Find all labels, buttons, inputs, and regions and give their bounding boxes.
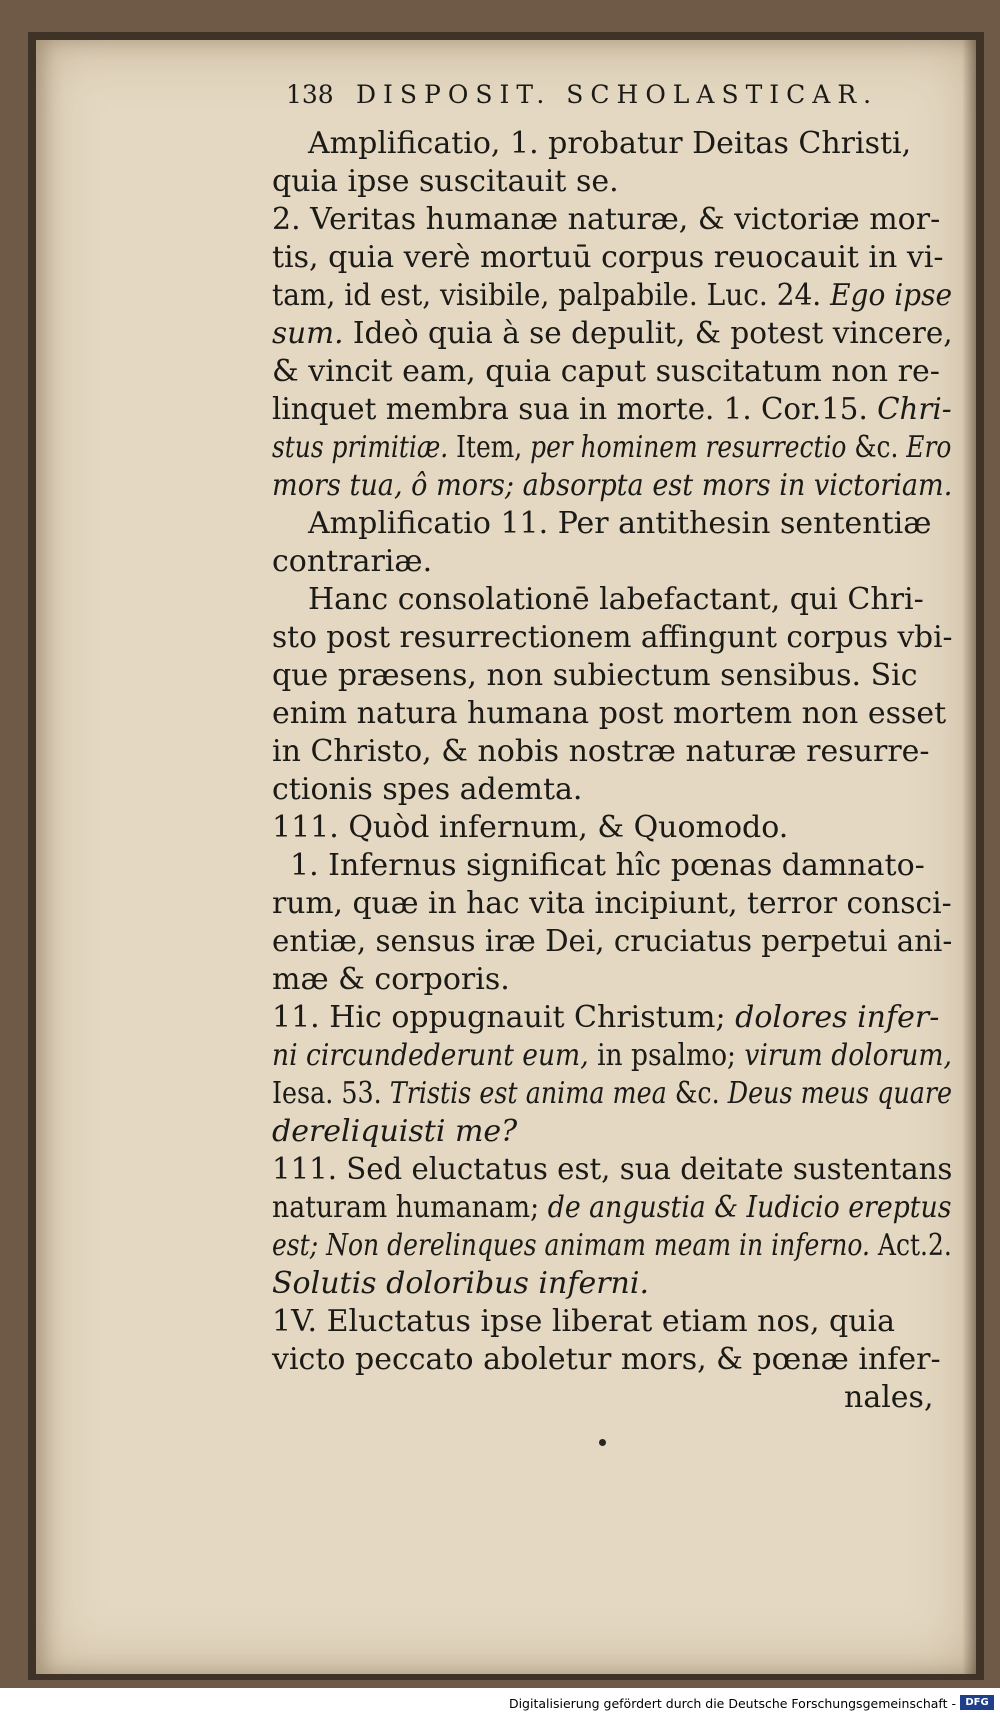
text-line: dereliquisti me? [272,1114,518,1149]
text-line: entiæ, sensus iræ Dei, cruciatus perpetui ani- [272,924,953,959]
text-line: Iesa. 53. Tristis est anima mea &c. Deus meus quare [272,1076,953,1111]
text-line: mors tua, ô mors; absorpta est mors in victoriam. [272,468,953,503]
text-line: naturam humanam; de angustia & Iudicio ereptus [272,1190,952,1225]
catchword: nales, [844,1380,934,1415]
text-line: victo peccato aboletur mors, & pœnæ infer- [272,1342,941,1377]
footer-bar [0,1692,1000,1718]
text-line: sto post resurrectionem affingunt corpus vbi- [272,620,953,655]
page-text [36,40,976,1674]
text-line: ni circundederunt eum, in psalmo; virum dolorum, [272,1038,952,1073]
ink-dot [599,1439,606,1446]
text-line: 2. Veritas humanæ naturæ, & victoriæ mor- [272,202,941,237]
text-line: tam, id est, visibile, palpabile. Luc. 24. Ego ipse [272,278,953,313]
text-line: Solutis doloribus inferni. [272,1266,649,1301]
running-title: DISPOSIT. SCHOLASTICAR. [356,80,879,109]
text-line: & vincit eam, quia caput suscitatum non re- [272,354,940,389]
text-line: 1V. Eluctatus ipse liberat etiam nos, quia [272,1304,896,1339]
text-line: rum, quæ in hac vita incipiunt, terror consci- [272,886,952,921]
footer-credit: Digitalisierung gefördert durch die Deutsche Forschungsgemeinschaft - [508,1696,956,1711]
text-line: 1. Infernus significat hîc pœnas damnato- [290,848,925,883]
text-line: tis, quia verè mortuū corpus reuocauit in vi- [272,240,944,275]
text-line: 11. Hic oppugnauit Christum; dolores infer- [272,1000,940,1035]
text-line: Amplificatio, 1. probatur Deitas Christi, [308,126,912,161]
text-line: stus primitiæ. Item, per hominem resurrectio &c. Ero [272,430,952,465]
text-line: sum. Ideò quia à se depulit, & potest vincere, [272,316,953,351]
book-page [36,40,976,1674]
dfg-logo-icon: DFG [960,1695,994,1710]
text-line: que præsens, non subiectum sensibus. Sic [272,658,918,693]
text-line: quia ipse suscitauit se. [272,164,619,199]
page-number: 138 [286,80,334,109]
text-line: Amplificatio 11. Per antithesin sententiæ [308,506,932,541]
text-line: in Christo, & nobis nostræ naturæ resurre- [272,734,930,769]
text-line: est; Non derelinques animam meam in inferno. Act.2. [272,1228,952,1263]
text-line: linquet membra sua in morte. 1. Cor.15. Chri- [272,392,952,427]
text-line: 111. Quòd infernum, & Quomodo. [272,810,789,845]
text-line: contrariæ. [272,544,433,579]
text-line: enim natura humana post mortem non esset [272,696,947,731]
text-line: 111. Sed eluctatus est, sua deitate sustentans [272,1152,953,1187]
text-line: ctionis spes ademta. [272,772,583,807]
text-line: Hanc consolationē labefactant, qui Chri- [308,582,924,617]
text-line: mæ & corporis. [272,962,510,997]
